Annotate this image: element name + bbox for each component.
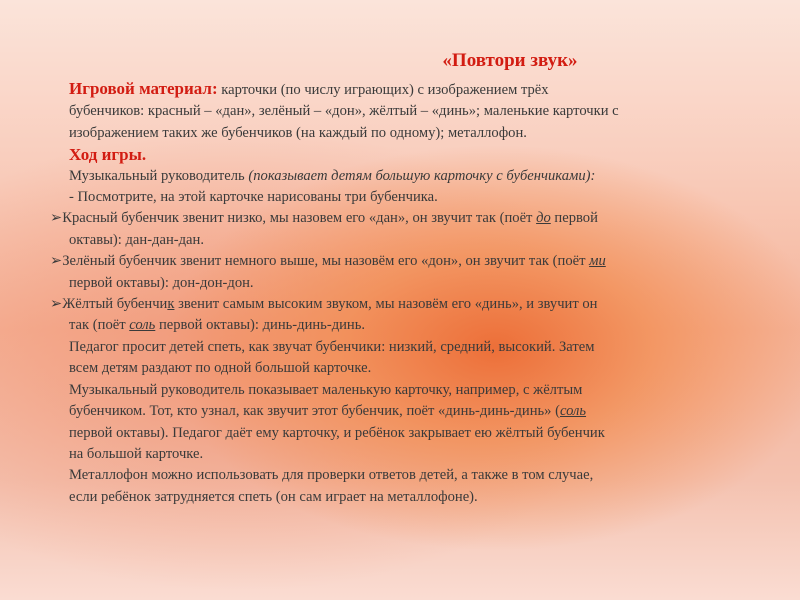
intro-line <box>50 166 750 187</box>
paragraph-line-4-text: бубенчиком. Тот, кто узнал, как звучит этот бубенчик, поёт «динь-динь-динь» ( <box>69 403 560 420</box>
material-text-1: карточки (по числу играющих) с изображением трёх <box>217 82 549 98</box>
look-line: - Посмотрите, на этой карточке нарисованы три бубенчика. <box>69 189 438 206</box>
bullet-3-text: звенит самым высоким звуком, мы назовём его «динь», и звучит он <box>174 296 598 313</box>
paragraph-line-5: первой октавы). Педагог даёт ему карточку, и ребёнок закрывает ею жёлтый бубенчик <box>69 424 605 441</box>
bullet-2-text: Зелёный бубенчик звенит немного выше, мы назовём его «дон», он звучит так (поёт <box>62 253 590 270</box>
material-line-1 <box>50 78 750 101</box>
bullet-1-note: до <box>536 210 551 227</box>
slide-body <box>50 78 750 508</box>
material-line-2: бубенчиков: красный – «дан», зелёный – «дон», жёлтый – «динь»; маленькие карточки с <box>69 103 619 120</box>
bullet-3-line-2-pre: так (поёт <box>69 317 130 334</box>
bullet-2 <box>50 251 750 272</box>
intro-italic: (показывает детям большую карточку с бубенчиками): <box>248 167 596 184</box>
bullet-1-tail: первой <box>550 210 598 227</box>
paragraph-line-2: всем детям раздают по одной большой карточке. <box>69 360 372 377</box>
bullet-1-line-2: октавы): дан-дан-дан. <box>69 231 204 248</box>
game-heading: Ход игры. <box>69 145 147 165</box>
material-heading: Игровой материал: <box>69 79 218 98</box>
bullet-3-note: соль <box>129 317 156 334</box>
bullet-2-note: ми <box>589 253 606 270</box>
paragraph-note-sol: соль <box>559 403 587 420</box>
slide-title: «Повтори звук» <box>442 50 578 71</box>
bullet-1 <box>50 208 750 229</box>
bullet-arrow-icon: ➢ <box>50 253 63 270</box>
paragraph-line-1: Педагог просит детей спеть, как звучат бубенчики: низкий, средний, высокий. Затем <box>69 338 595 355</box>
paragraph-line-4 <box>50 401 750 422</box>
paragraph-line-8: если ребёнок затрудняется спеть (он сам играет на металлофоне). <box>69 488 478 505</box>
bullet-2-line-2: первой октавы): дон-дон-дон. <box>69 274 254 291</box>
bullet-3-line-2-post: первой октавы): динь-динь-динь. <box>155 317 366 334</box>
bullet-3-underlined: к <box>167 296 175 313</box>
bullet-arrow-icon: ➢ <box>50 296 63 313</box>
paragraph-line-6: на большой карточке. <box>69 445 204 462</box>
bullet-arrow-icon: ➢ <box>50 210 63 227</box>
material-line-3: изображением таких же бубенчиков (на каждый по одному); металлофон. <box>69 124 527 141</box>
paragraph-line-7: Металлофон можно использовать для проверки ответов детей, а также в том случае, <box>69 467 594 484</box>
bullet-3 <box>50 294 750 315</box>
paragraph-line-3: Музыкальный руководитель показывает маленькую карточку, например, с жёлтым <box>69 381 583 398</box>
bullet-1-text: Красный бубенчик звенит низко, мы назовем его «дан», он звучит так (поёт <box>62 210 537 227</box>
bullet-3-line-2 <box>50 315 750 336</box>
bullet-3-pre: Жёлтый бубенчи <box>62 296 168 313</box>
intro-text: Музыкальный руководитель <box>69 167 249 184</box>
